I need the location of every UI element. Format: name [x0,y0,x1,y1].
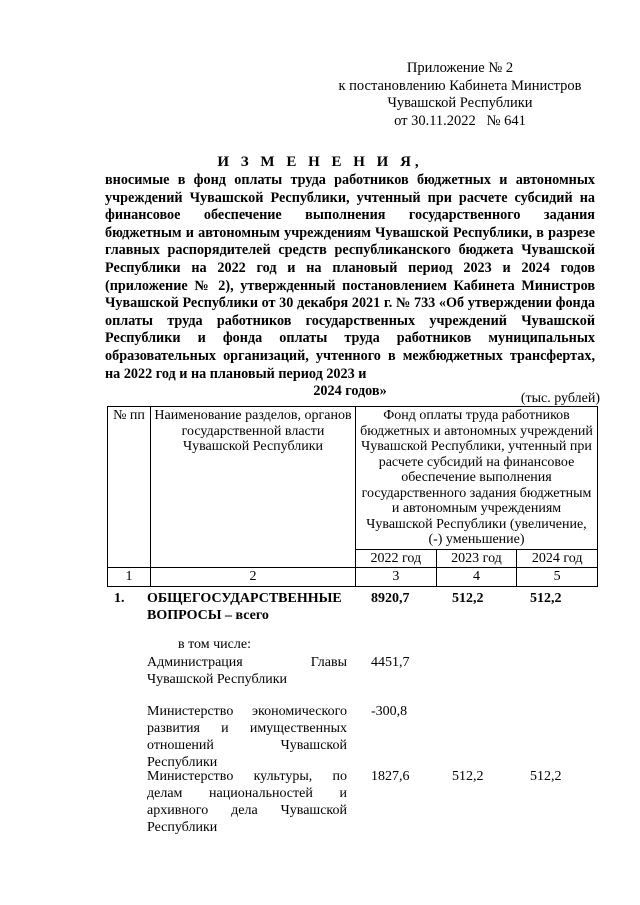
header-year-2024: 2024 год [517,549,598,568]
header-year-2023: 2023 год [436,549,517,568]
row-2-name: Администрация Главы Чувашской Республики [147,655,347,687]
appendix-header [330,60,590,130]
row-2-2022: 4451,7 [371,655,410,670]
including-label: в том числе: [178,637,251,652]
subtitle-main: вносимые в фонд оплаты труда работников бюджетных и автономных учреждений Чувашской Республики, учтенный при расчете субсидий на финансовое обеспечение выполнения государственного задания бюджетным и автономным учреждениям Чувашской Республики, в разрезе главных распорядителей средств республиканского бюджета Чувашской Республики на 2022 год и на плановый период 2023 и 2024 годов (приложение № 2), утвержденный постановлением Кабинета Министров Чувашской Республики от 30 декабря 2021 г. № 733 «Об утверждении фонда оплаты труда работников государственных учреждений Чувашской Республики и фонда оплаты труда работников муниципальных образовательных организаций, учтенного в межбюджетных трансфертах, на 2022 год и на плановый период 2023 и [105,172,595,382]
appendix-line-4: от 30.11.2022 № 641 [394,112,526,129]
subtitle-last-line: 2024 годов» [313,383,387,400]
row-1-2024: 512,2 [530,591,562,606]
appendix-line-2: к постановлению Кабинета Министров [338,77,582,94]
row-4-2022: 1827,6 [371,769,410,784]
row-1-name: ОБЩЕГОСУДАРСТВЕННЫЕ ВОПРОСЫ – всего [147,591,342,623]
header-colnum-2: 2 [151,568,356,587]
header-col-name: Наименование разделов, органов государственной власти Чувашской Республики [151,407,356,568]
document-subtitle [105,172,595,401]
row-4-2023: 512,2 [452,769,484,784]
table-header [107,406,598,587]
appendix-line-3: Чувашской Республики [387,95,533,111]
header-col-fund: Фонд оплаты труда работников бюджетных и автономных учреждений Чувашской Республики, учтенный при расчете субсидий на финансовое обеспечение выполнения государственного задания бюджетным и автономным учреждениям Чувашской Республики (увеличение, (-) уменьшение) [356,407,598,550]
header-col-number: № пп [108,407,151,568]
units-label: (тыс. рублей) [520,391,600,406]
row-1-number: 1. [114,591,125,606]
row-1-2023: 512,2 [452,591,484,606]
row-4-name: Министерство культуры, по делам национальностей и архивного дела Чувашской Республики [147,769,347,835]
header-colnum-3: 3 [356,568,437,587]
header-year-2022: 2022 год [356,549,437,568]
row-4-2024: 512,2 [530,769,562,784]
header-colnum-4: 4 [436,568,517,587]
row-3-name: Министерство экономического развития и имущественных отношений Чувашской Республики [147,704,347,770]
header-colnum-1: 1 [108,568,151,587]
header-colnum-5: 5 [517,568,598,587]
row-1-2022: 8920,7 [371,591,410,606]
appendix-line-1: Приложение № 2 [406,60,514,76]
document-title: И З М Е Н Е Н И Я, [217,154,423,170]
row-3-2022: -300,8 [371,704,408,719]
